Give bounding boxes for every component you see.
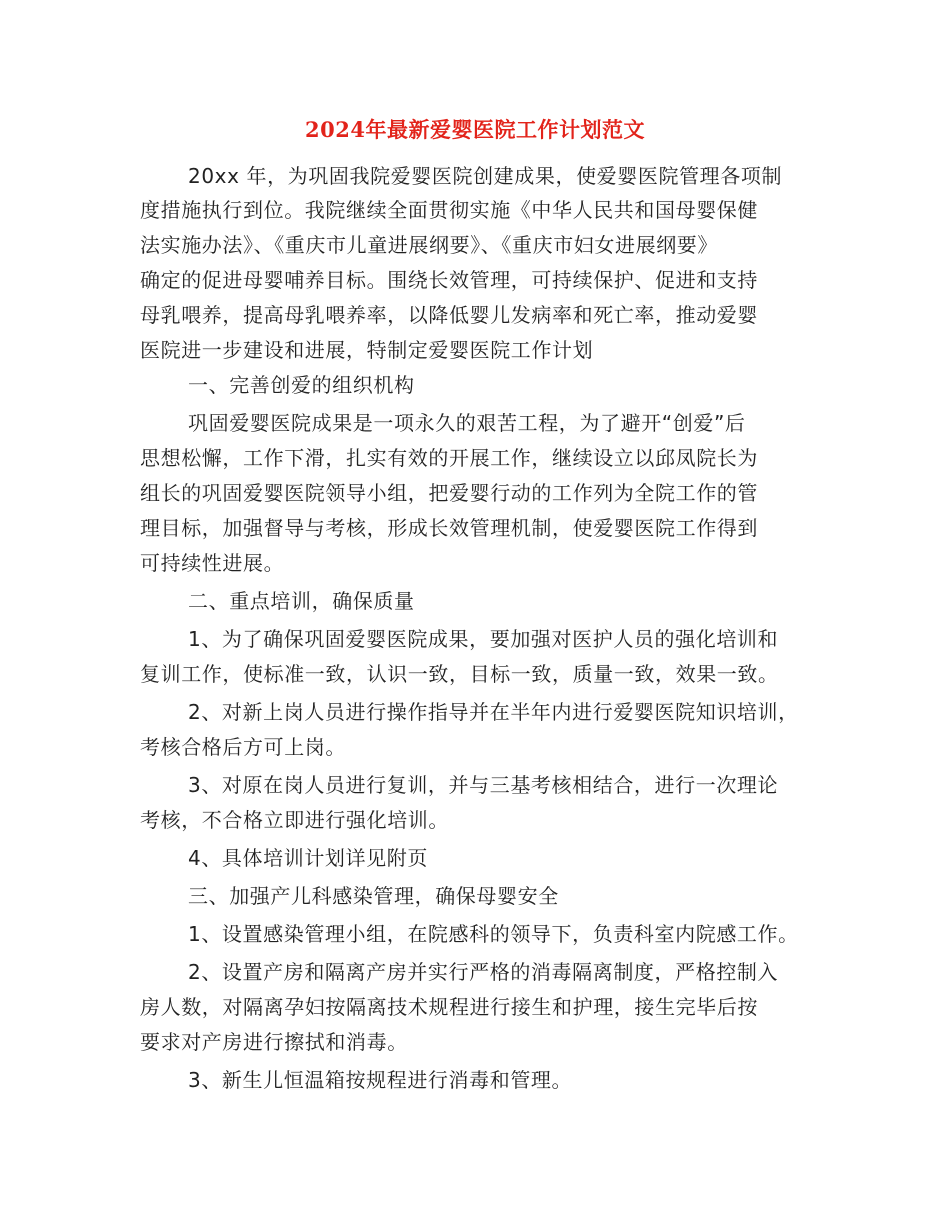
list-item-line: 1、设置感染管理小组，在院感科的领导下，负责科室内院感工作。 (188, 922, 799, 946)
list-item-line: 4、具体培训计划详见附页 (188, 846, 428, 870)
paragraph-line: 理目标，加强督导与考核，形成长效管理机制，使爱婴医院工作得到 (140, 516, 758, 540)
list-item-line: 2、对新上岗人员进行操作指导并在半年内进行爱婴医院知识培训， (188, 700, 799, 724)
paragraph-line: 组长的巩固爱婴医院领导小组，把爱婴行动的工作列为全院工作的管 (140, 481, 758, 505)
paragraph-line: 医院进一步建设和进展，特制定爱婴医院工作计划 (140, 338, 594, 362)
paragraph-line: 思想松懈，工作下滑，扎实有效的开展工作，继续设立以邱凤院长为 (140, 446, 758, 470)
paragraph-line: 法实施办法》、《重庆市儿童进展纲要》、《重庆市妇女进展纲要》 (140, 233, 718, 257)
list-item-line: 要求对产房进行擦拭和消毒。 (140, 1030, 408, 1054)
paragraph-line: 度措施执行到位。我院继续全面贯彻实施《中华人民共和国母婴保健 (140, 198, 758, 222)
section-heading: 一、完善创爱的组织机构 (188, 373, 415, 397)
list-item-line: 2、设置产房和隔离产房并实行严格的消毒隔离制度，严格控制入 (188, 960, 779, 984)
list-item-line: 考核，不合格立即进行强化培训。 (140, 808, 449, 832)
section-heading: 二、重点培训，确保质量 (188, 589, 415, 613)
paragraph-line: 可持续性进展。 (140, 551, 285, 575)
list-item-line: 房人数，对隔离孕妇按隔离技术规程进行接生和护理，接生完毕后按 (140, 995, 758, 1019)
paragraph-line: 母乳喂养，提高母乳喂养率，以降低婴儿发病率和死亡率，推动爱婴 (140, 303, 758, 327)
list-item-line: 1、为了确保巩固爱婴医院成果，要加强对医护人员的强化培训和 (188, 627, 779, 651)
list-item-line: 考核合格后方可上岗。 (140, 735, 346, 759)
section-heading: 三、加强产儿科感染管理，确保母婴安全 (188, 884, 559, 908)
list-item-line: 3、新生儿恒温箱按规程进行消毒和管理。 (188, 1068, 573, 1092)
list-item-line: 3、对原在岗人员进行复训，并与三基考核相结合，进行一次理论 (188, 773, 779, 797)
list-item-line: 复训工作，使标准一致，认识一致，目标一致，质量一致，效果一致。 (140, 662, 779, 686)
paragraph-line: 确定的促进母婴哺养目标。围绕长效管理，可持续保护、促进和支持 (140, 268, 758, 292)
paragraph-line: 20xx 年，为巩固我院爱婴医院创建成果，使爱婴医院管理各项制 (188, 164, 783, 188)
paragraph-line: 巩固爱婴医院成果是一项永久的艰苦工程，为了避开“创爱”后 (188, 411, 746, 435)
document-title: 2024年最新爱婴医院工作计划范文 (305, 117, 645, 142)
